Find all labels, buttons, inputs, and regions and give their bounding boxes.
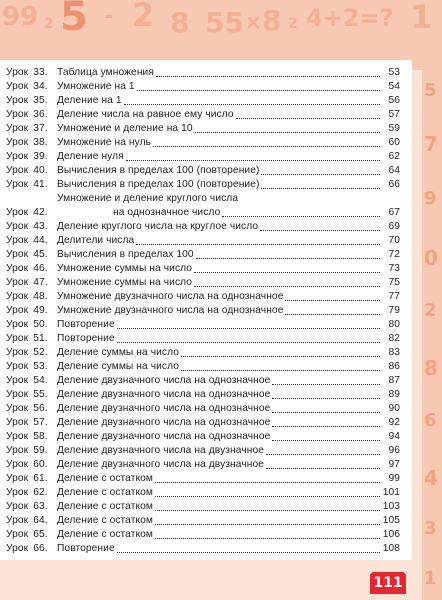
toc-entry (6, 430, 400, 444)
lesson-index: 56. (33, 403, 48, 414)
dot-leader (285, 300, 380, 301)
lesson-title: Деление двузначного числа на однозначное (57, 375, 271, 386)
lesson-title: Деление с остатком (57, 515, 154, 526)
lesson-title: Деление двузначного числа на однозначное (57, 431, 271, 442)
lesson-index: 48. (33, 291, 48, 302)
decor-digit: - (104, 4, 114, 29)
dot-leader (136, 244, 380, 245)
lesson-index: 54. (33, 375, 48, 386)
lesson-number (6, 486, 57, 500)
lesson-index: 33. (33, 67, 48, 78)
lesson-title: Повторение (57, 333, 115, 344)
lesson-title: Умножение суммы на число (57, 263, 193, 274)
lesson-number (6, 304, 57, 318)
decor-digit: 8 (424, 356, 438, 380)
lesson-title: Таблица умножения (57, 67, 154, 78)
dot-leader (266, 468, 380, 469)
lesson-number (6, 332, 57, 346)
page-ref: 79 (388, 305, 400, 316)
lesson-prefix: Урок (6, 361, 29, 372)
lesson-prefix: Урок (6, 431, 29, 442)
lesson-title: Умножение и деление на 10 (57, 123, 193, 134)
lesson-index: 46. (33, 263, 48, 274)
lesson-prefix: Урок (6, 473, 29, 484)
lesson-number (6, 360, 57, 374)
lesson-index: 62. (33, 487, 48, 498)
dot-leader (155, 524, 380, 525)
lesson-index: 50. (33, 319, 48, 330)
lesson-prefix: Урок (6, 319, 29, 330)
page-ref: 86 (388, 361, 400, 372)
lesson-index: 51. (33, 333, 48, 344)
decor-digit: 4 (424, 466, 438, 490)
decor-digit: 1 (410, 0, 433, 36)
lesson-index: 42. (33, 207, 48, 218)
toc-entry (6, 416, 400, 430)
dot-leader (155, 496, 380, 497)
lesson-title: Умножение и деление круглого числа (57, 193, 239, 204)
lesson-number (6, 472, 57, 486)
dot-leader (272, 398, 380, 399)
lesson-index: 34. (33, 81, 48, 92)
page-ref: 57 (388, 109, 400, 120)
lesson-index: 60. (33, 459, 48, 470)
page-ref: 69 (388, 221, 400, 232)
lesson-title: Умножение на нуль (57, 137, 152, 148)
toc-entry (6, 66, 400, 80)
lesson-prefix: Урок (6, 333, 29, 344)
toc-entry (6, 458, 400, 472)
dot-leader (196, 258, 380, 259)
lesson-index: 47. (33, 277, 48, 288)
lesson-number (6, 458, 57, 472)
lesson-number (6, 290, 57, 304)
toc-entry (6, 346, 400, 360)
dot-leader (272, 426, 380, 427)
lesson-prefix: Урок (6, 389, 29, 400)
dot-leader (137, 90, 380, 91)
lesson-number (6, 444, 57, 458)
lesson-number (6, 388, 57, 402)
lesson-index: 52. (33, 347, 48, 358)
decor-digit: 7 (424, 132, 438, 156)
lesson-prefix: Урок (6, 109, 29, 120)
dot-leader (126, 160, 380, 161)
lesson-number (6, 164, 57, 178)
lesson-title: Деление круглого числа на круглое число (57, 221, 259, 232)
page-ref: 92 (388, 417, 400, 428)
decor-digit: × (245, 10, 262, 34)
lesson-number (6, 276, 57, 290)
dot-leader (181, 370, 380, 371)
toc-entry (6, 94, 400, 108)
lesson-prefix: Урок (6, 403, 29, 414)
page-ref: 72 (388, 249, 400, 260)
lesson-prefix: Урок (6, 249, 29, 260)
lesson-number (6, 108, 57, 122)
toc-entry (6, 164, 400, 178)
dot-leader (155, 482, 380, 483)
toc-entry (6, 150, 400, 164)
dot-leader (272, 412, 380, 413)
lesson-title: Деление нуля (57, 151, 124, 162)
lesson-number (6, 150, 57, 164)
dot-leader (155, 538, 380, 539)
lesson-title: Повторение (57, 319, 115, 330)
lesson-prefix: Урок (6, 151, 29, 162)
lesson-title: Умножение на 1 (57, 81, 135, 92)
lesson-title: Деление с остатком (57, 529, 154, 540)
dot-leader (272, 440, 380, 441)
page-ref: 80 (388, 319, 400, 330)
lesson-number (6, 206, 57, 220)
page-ref: 77 (388, 291, 400, 302)
lesson-number (6, 416, 57, 430)
dot-leader (222, 216, 380, 217)
lesson-index: 37. (33, 123, 48, 134)
lesson-index: 49. (33, 305, 48, 316)
toc-entry (6, 248, 400, 262)
lesson-index: 53. (33, 361, 48, 372)
lesson-index: 38. (33, 137, 48, 148)
lesson-title-continued: на однозначное число (113, 207, 221, 218)
toc-entry (6, 122, 400, 136)
decor-digit: 99 (2, 2, 39, 32)
lesson-title: Деление двузначного числа на двузначное (57, 459, 264, 470)
lesson-index: 35. (33, 95, 48, 106)
lesson-number (6, 94, 57, 108)
lesson-number (6, 80, 57, 94)
lesson-prefix: Урок (6, 81, 29, 92)
dot-leader (261, 188, 380, 189)
lesson-prefix: Урок (6, 207, 29, 218)
lesson-title: Деление двузначного числа на однозначное (57, 389, 271, 400)
decor-digit: 2 (288, 16, 298, 32)
dot-leader (261, 174, 380, 175)
page-ref: 54 (388, 81, 400, 92)
lesson-number (6, 500, 57, 514)
lesson-title: Умножение двузначного числа на однозначное (57, 291, 284, 302)
page-ref: 106 (382, 529, 400, 540)
decor-digit: 0 (424, 246, 438, 270)
lesson-prefix: Урок (6, 347, 29, 358)
dot-leader (153, 146, 380, 147)
lesson-title: Деление двузначного числа на однозначное (57, 417, 271, 428)
lesson-number (6, 136, 57, 150)
lesson-index: 58. (33, 431, 48, 442)
page-ref: 73 (388, 263, 400, 274)
lesson-title: Вычисления в пределах 100 (повторение) (57, 179, 260, 190)
decor-digit: 1 (424, 568, 437, 589)
lesson-number (6, 318, 57, 332)
lesson-number (6, 234, 57, 248)
toc-entry (6, 276, 400, 290)
decor-digit: 2 (424, 300, 437, 321)
page-ref: 94 (388, 431, 400, 442)
dot-leader (117, 328, 380, 329)
toc-entry (6, 80, 400, 94)
lesson-prefix: Урок (6, 459, 29, 470)
lesson-number (6, 528, 57, 542)
lesson-title: Умножение двузначного числа на однозначное (57, 305, 284, 316)
toc-entry (6, 332, 400, 346)
toc-entry (6, 304, 400, 318)
decor-digit: 3 (424, 518, 437, 539)
dot-leader (124, 104, 380, 105)
lesson-title: Повторение (57, 543, 115, 554)
page-ref: 89 (388, 389, 400, 400)
toc-entry (6, 136, 400, 150)
dot-leader (260, 230, 380, 231)
toc-entry (6, 472, 400, 486)
lesson-title: Вычисления в пределах 100 (повторение) (57, 165, 260, 176)
page-ref: 103 (382, 501, 400, 512)
page-ref: 67 (388, 207, 400, 218)
dot-leader (236, 118, 380, 119)
dot-leader (117, 342, 380, 343)
lesson-index: 66. (33, 543, 48, 554)
lesson-title: Вычисления в пределах 100 (57, 249, 194, 260)
page-ref: 96 (388, 445, 400, 456)
toc-entry (6, 234, 400, 248)
lesson-prefix: Урок (6, 67, 29, 78)
lesson-index: 59. (33, 445, 48, 456)
decor-digit: 5 (60, 0, 88, 40)
page-ref: 101 (382, 487, 400, 498)
lesson-index: 39. (33, 151, 48, 162)
lesson-prefix: Урок (6, 515, 29, 526)
lesson-title: Делители числа (57, 235, 135, 246)
lesson-prefix: Урок (6, 375, 29, 386)
lesson-prefix: Урок (6, 445, 29, 456)
toc-entry (6, 178, 400, 192)
lesson-prefix: Урок (6, 221, 29, 232)
page-ref: 62 (388, 151, 400, 162)
lesson-title: Деление суммы на число (57, 347, 180, 358)
lesson-title: Деление числа на равное ему число (57, 109, 234, 120)
toc-entry (6, 262, 400, 276)
lesson-title: Деление с остатком (57, 487, 154, 498)
lesson-index: 64. (33, 515, 48, 526)
page-ref: 99 (388, 473, 400, 484)
side-decoration (422, 70, 442, 600)
lesson-index: 45. (33, 249, 48, 260)
page-ref: 60 (388, 137, 400, 148)
toc-entry (6, 514, 400, 528)
lesson-number (6, 542, 57, 556)
toc-entry (6, 192, 400, 220)
decor-digit: 8 (262, 4, 282, 37)
decor-digit: 2 (132, 0, 155, 34)
lesson-index: 40. (33, 165, 48, 176)
toc-entry (6, 388, 400, 402)
lesson-index: 65. (33, 529, 48, 540)
page-ref: 66 (388, 179, 400, 190)
toc-entry (6, 402, 400, 416)
lesson-prefix: Урок (6, 95, 29, 106)
lesson-prefix: Урок (6, 417, 29, 428)
toc-entry (6, 444, 400, 458)
toc-entry (6, 528, 400, 542)
lesson-title: Деление на 1 (57, 95, 122, 106)
lesson-prefix: Урок (6, 179, 29, 190)
lesson-prefix: Урок (6, 529, 29, 540)
lesson-title: Деление с остатком (57, 501, 154, 512)
toc-entry (6, 500, 400, 514)
dot-leader (117, 552, 380, 553)
lesson-title: Умножение суммы на число (57, 277, 193, 288)
dot-leader (195, 132, 380, 133)
lesson-number (6, 346, 57, 360)
lesson-index: 43. (33, 221, 48, 232)
toc-entry (6, 220, 400, 234)
dot-leader (181, 356, 380, 357)
lesson-index: 61. (33, 473, 48, 484)
page-ref: 64 (388, 165, 400, 176)
dot-leader (266, 454, 380, 455)
page-ref: 82 (388, 333, 400, 344)
dot-leader (156, 76, 380, 77)
lesson-prefix: Урок (6, 543, 29, 554)
decor-digit: 8 (170, 6, 190, 39)
toc-entry (6, 360, 400, 374)
page-ref: 70 (388, 235, 400, 246)
lesson-prefix: Урок (6, 123, 29, 134)
lesson-title: Деление с остатком (57, 473, 154, 484)
toc-entry (6, 108, 400, 122)
page-ref: 90 (388, 403, 400, 414)
toc-entry (6, 486, 400, 500)
dot-leader (272, 384, 380, 385)
page-ref: 53 (388, 67, 400, 78)
lesson-number (6, 220, 57, 234)
lesson-number (6, 430, 57, 444)
page-ref: 97 (388, 459, 400, 470)
lesson-prefix: Урок (6, 487, 29, 498)
dot-leader (194, 286, 380, 287)
lesson-number (6, 514, 57, 528)
lesson-number (6, 262, 57, 276)
lesson-title: Деление двузначного числа на однозначное (57, 403, 271, 414)
table-of-contents (6, 66, 400, 556)
toc-entry (6, 542, 400, 556)
lesson-number (6, 66, 57, 80)
page-ref: 87 (388, 375, 400, 386)
lesson-index: 57. (33, 417, 48, 428)
lesson-number (6, 122, 57, 136)
lesson-index: 44. (33, 235, 48, 246)
lesson-index: 36. (33, 109, 48, 120)
lesson-prefix: Урок (6, 235, 29, 246)
page-ref: 83 (388, 347, 400, 358)
toc-entry (6, 290, 400, 304)
lesson-prefix: Урок (6, 291, 29, 302)
lesson-number (6, 178, 57, 192)
page-number-badge: 111 (370, 572, 406, 594)
lesson-title: Деление суммы на число (57, 361, 180, 372)
lesson-prefix: Урок (6, 305, 29, 316)
decor-digit: 2 (44, 16, 54, 32)
decor-digit: 4+2=? (306, 4, 394, 32)
lesson-title: Деление двузначного числа на двузначное (57, 445, 264, 456)
decor-digit: 55 (205, 6, 244, 39)
page-ref: 108 (382, 543, 400, 554)
dot-leader (194, 272, 380, 273)
lesson-prefix: Урок (6, 277, 29, 288)
decor-digit: 5 (424, 80, 437, 101)
toc-entry (6, 374, 400, 388)
lesson-prefix: Урок (6, 263, 29, 274)
dot-leader (155, 510, 380, 511)
decor-digit: 6 (424, 410, 437, 431)
page-ref: 56 (388, 95, 400, 106)
toc-entry (6, 318, 400, 332)
lesson-index: 63. (33, 501, 48, 512)
lesson-number (6, 402, 57, 416)
lesson-index: 55. (33, 389, 48, 400)
decor-digit: 9 (424, 188, 437, 209)
dot-leader (285, 314, 380, 315)
lesson-index: 41. (33, 179, 48, 190)
lesson-prefix: Урок (6, 501, 29, 512)
lesson-number (6, 248, 57, 262)
page-ref: 75 (388, 277, 400, 288)
page-ref: 105 (382, 515, 400, 526)
page-ref: 59 (388, 123, 400, 134)
lesson-number (6, 374, 57, 388)
lesson-prefix: Урок (6, 165, 29, 176)
lesson-prefix: Урок (6, 137, 29, 148)
